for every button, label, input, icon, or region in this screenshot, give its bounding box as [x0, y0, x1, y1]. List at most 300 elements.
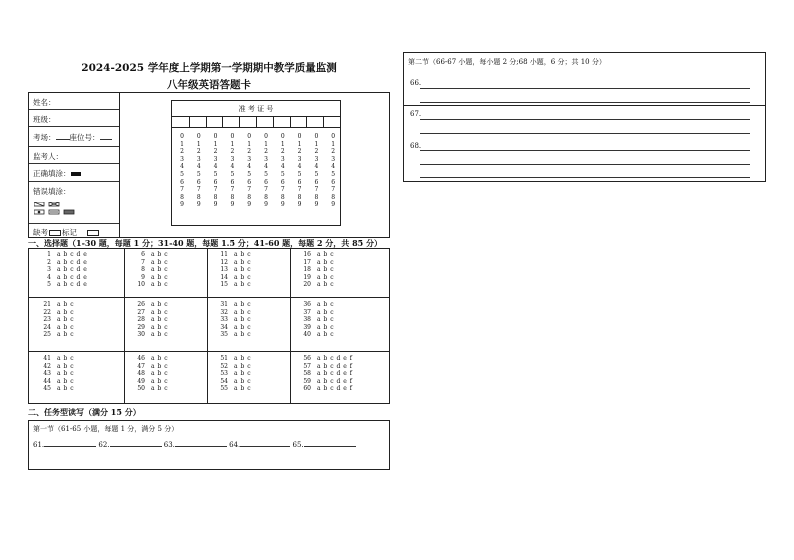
id-digit-bubble[interactable]: 7 — [230, 186, 235, 194]
id-digit-bubble[interactable]: 5 — [331, 170, 336, 178]
question-number: 11 — [220, 251, 228, 258]
answer-options[interactable]: a b c — [57, 301, 75, 308]
invigilator-label: 监考人： — [33, 152, 63, 161]
id-digit-column[interactable] — [257, 133, 275, 209]
answer-options[interactable]: a b c — [151, 377, 169, 385]
id-digit-bubble[interactable]: 4 — [297, 163, 302, 171]
id-digit-bubble[interactable]: 0 — [264, 133, 268, 140]
id-digit-bubble[interactable]: 0 — [297, 133, 302, 140]
answer-options[interactable]: a b c — [234, 281, 252, 289]
question-row[interactable] — [129, 378, 168, 386]
question-row[interactable] — [212, 385, 251, 393]
q67-answer-line[interactable] — [420, 133, 750, 134]
id-digit-bubble[interactable]: 3 — [196, 155, 201, 163]
answer-options[interactable]: a b c — [57, 331, 75, 339]
id-digit-column[interactable] — [223, 133, 241, 209]
question-number: 23 — [43, 316, 51, 324]
q68-answer-line[interactable] — [420, 150, 750, 151]
id-digit-bubble[interactable]: 8 — [331, 193, 336, 201]
question-row[interactable] — [35, 281, 87, 289]
id-digit-bubble[interactable]: 7 — [297, 186, 302, 194]
question-row[interactable] — [129, 355, 168, 363]
id-digit-bubble[interactable]: 3 — [297, 155, 302, 163]
id-digit-bubble[interactable]: 3 — [230, 155, 235, 163]
id-digit-bubble[interactable]: 0 — [280, 133, 285, 140]
question-block — [212, 301, 251, 339]
q68-answer-line[interactable] — [420, 164, 750, 165]
answer-options[interactable]: a b c — [151, 362, 169, 370]
id-digit-bubble[interactable]: 2 — [264, 148, 268, 156]
id-digit-bubble[interactable]: 9 — [247, 201, 252, 209]
id-digit-bubble[interactable]: 1 — [331, 140, 336, 148]
question-number: 2 — [47, 258, 51, 266]
q61-blank[interactable] — [44, 446, 96, 447]
id-digit-bubble[interactable]: 8 — [314, 193, 319, 201]
question-row[interactable] — [129, 331, 168, 339]
answer-options[interactable]: a b c — [151, 308, 169, 316]
answer-options[interactable]: a b c — [151, 251, 169, 258]
q62-blank[interactable] — [110, 446, 162, 447]
question-row[interactable] — [212, 309, 251, 317]
question-number: 38 — [303, 316, 311, 324]
student-id-box — [171, 100, 341, 226]
answer-options[interactable]: a b c d e — [57, 251, 88, 258]
question-row[interactable] — [129, 316, 168, 324]
answer-options[interactable]: a b c — [317, 281, 335, 289]
answer-options[interactable]: a b c — [317, 331, 335, 339]
question-row[interactable] — [129, 281, 168, 289]
answer-options[interactable]: a b c — [234, 266, 252, 274]
id-write-cell-divider — [323, 116, 324, 127]
question-row[interactable] — [212, 266, 251, 274]
q66-answer-line[interactable] — [420, 102, 750, 103]
question-row[interactable] — [295, 301, 334, 309]
id-digit-bubble[interactable]: 0 — [213, 133, 218, 140]
id-digit-bubble[interactable]: 1 — [297, 140, 302, 148]
q65-label: 65. — [292, 441, 304, 449]
question-number: 56 — [303, 355, 311, 362]
id-digit-bubble[interactable]: 0 — [196, 133, 201, 140]
question-block — [295, 355, 352, 393]
id-digit-bubble[interactable]: 5 — [280, 170, 285, 178]
question-number: 57 — [303, 362, 311, 370]
question-row[interactable] — [295, 259, 334, 267]
id-digit-bubble[interactable]: 4 — [180, 163, 184, 171]
id-digit-column[interactable] — [240, 133, 258, 209]
question-row[interactable] — [35, 259, 87, 267]
id-digit-bubble[interactable]: 6 — [180, 178, 184, 186]
question-row[interactable] — [35, 301, 74, 309]
answer-options[interactable]: a b c — [234, 273, 252, 281]
question-row[interactable] — [295, 274, 334, 282]
answer-options[interactable]: a b c — [151, 385, 169, 393]
question-row[interactable] — [295, 355, 352, 363]
id-digit-bubble[interactable]: 1 — [314, 140, 319, 148]
id-digit-bubble[interactable]: 2 — [230, 148, 235, 156]
id-digit-bubble[interactable]: 7 — [280, 186, 285, 194]
id-digit-bubble[interactable]: 6 — [314, 178, 319, 186]
question-number: 19 — [303, 273, 311, 281]
question-row[interactable] — [35, 266, 87, 274]
answer-options[interactable]: a b c d e f — [317, 355, 353, 362]
id-digit-bubble[interactable]: 9 — [280, 201, 285, 209]
answer-options[interactable]: a b c — [57, 385, 75, 393]
question-row[interactable] — [129, 370, 168, 378]
id-digit-bubble[interactable]: 2 — [196, 148, 201, 156]
question-row[interactable] — [295, 309, 334, 317]
answer-options[interactable]: a b c — [151, 273, 169, 281]
question-number: 29 — [137, 323, 145, 331]
answer-options[interactable]: a b c — [317, 258, 335, 266]
id-digit-bubble[interactable]: 9 — [196, 201, 201, 209]
id-digit-bubble[interactable]: 6 — [331, 178, 336, 186]
q64-blank[interactable] — [240, 446, 290, 447]
answer-options[interactable]: a b c — [234, 258, 252, 266]
question-number: 17 — [303, 258, 311, 266]
question-number: 4 — [47, 273, 51, 281]
id-digit-bubble[interactable]: 9 — [230, 201, 235, 209]
seat-label: 座位号： — [69, 133, 100, 142]
id-digit-bubble[interactable]: 6 — [264, 178, 268, 186]
id-write-cell-divider — [239, 116, 240, 127]
id-digit-bubble[interactable]: 7 — [196, 186, 201, 194]
id-digit-bubble[interactable]: 1 — [280, 140, 285, 148]
question-row[interactable] — [129, 266, 168, 274]
id-digit-bubble[interactable]: 9 — [331, 201, 336, 209]
question-row[interactable] — [35, 378, 74, 386]
answer-options[interactable]: a b c d e — [57, 258, 88, 266]
answer-options[interactable]: a b c — [234, 355, 252, 362]
id-digit-column[interactable] — [207, 133, 225, 209]
question-row[interactable] — [295, 316, 334, 324]
question-row[interactable] — [295, 363, 352, 371]
id-digit-bubble[interactable]: 3 — [264, 155, 268, 163]
id-digit-column[interactable] — [274, 133, 292, 209]
answer-options[interactable]: a b c d e f — [317, 370, 353, 378]
answer-options[interactable]: a b c — [151, 281, 169, 289]
answer-options[interactable]: a b c — [151, 355, 169, 362]
id-digit-bubble[interactable]: 4 — [331, 163, 336, 171]
id-digit-bubble[interactable]: 3 — [247, 155, 252, 163]
answer-options[interactable]: a b c — [57, 323, 75, 331]
id-digit-bubble[interactable]: 4 — [280, 163, 285, 171]
id-digit-bubble[interactable]: 4 — [196, 163, 201, 171]
id-digit-bubble[interactable]: 6 — [280, 178, 285, 186]
id-digit-column[interactable] — [291, 133, 309, 209]
q63-blank[interactable] — [175, 446, 227, 447]
id-digit-bubble[interactable]: 6 — [196, 178, 201, 186]
question-row[interactable] — [129, 385, 168, 393]
question-row[interactable] — [35, 324, 74, 332]
id-digit-bubble[interactable]: 7 — [180, 186, 184, 194]
id-digit-bubble[interactable]: 1 — [230, 140, 235, 148]
id-digit-bubble[interactable]: 7 — [331, 186, 336, 194]
question-row[interactable] — [129, 324, 168, 332]
question-row[interactable] — [35, 385, 74, 393]
wrong-fill-examples-icon — [34, 201, 78, 220]
q67-answer-line[interactable] — [420, 119, 750, 120]
question-row[interactable] — [295, 331, 334, 339]
id-digit-bubble[interactable]: 4 — [247, 163, 252, 171]
q65-blank[interactable] — [304, 446, 356, 447]
id-digit-bubble[interactable]: 4 — [230, 163, 235, 171]
question-row[interactable] — [35, 331, 74, 339]
id-digit-bubble[interactable]: 0 — [180, 133, 184, 140]
question-row[interactable] — [212, 331, 251, 339]
question-row[interactable] — [295, 385, 352, 393]
question-row[interactable] — [129, 363, 168, 371]
id-digit-bubble[interactable]: 2 — [213, 148, 218, 156]
question-row[interactable] — [35, 370, 74, 378]
answer-options[interactable]: a b c d e f — [317, 385, 353, 393]
id-write-cell-divider — [189, 116, 190, 127]
question-row[interactable] — [212, 378, 251, 386]
exam-room-seat — [33, 132, 123, 143]
info-divider-line — [29, 223, 119, 224]
question-number: 51 — [220, 355, 228, 362]
id-digit-bubble[interactable]: 7 — [213, 186, 218, 194]
question-row[interactable] — [212, 316, 251, 324]
id-digit-bubble[interactable]: 4 — [213, 163, 218, 171]
question-row[interactable] — [212, 259, 251, 267]
answer-options[interactable]: a b c — [57, 355, 75, 362]
id-digit-bubble[interactable]: 1 — [247, 140, 252, 148]
question-row[interactable] — [129, 251, 168, 259]
answer-options[interactable]: a b c — [317, 273, 335, 281]
id-digit-bubble[interactable]: 9 — [297, 201, 302, 209]
answer-options[interactable]: a b c d e — [57, 273, 88, 281]
answer-options[interactable]: a b c — [57, 377, 75, 385]
answer-options[interactable]: a b c — [57, 316, 75, 324]
id-digit-bubble[interactable]: 1 — [180, 140, 184, 148]
question-number: 31 — [220, 301, 228, 308]
question-number: 54 — [220, 377, 228, 385]
id-digit-bubble[interactable]: 8 — [196, 193, 201, 201]
answer-options[interactable]: a b c — [234, 323, 252, 331]
question-block — [295, 251, 334, 289]
question-row[interactable] — [212, 370, 251, 378]
answer-options[interactable]: a b c — [234, 385, 252, 393]
question-row[interactable] — [129, 309, 168, 317]
question-row[interactable] — [129, 274, 168, 282]
page-title: 2024-2025 学年度上学期第一学期期中教学质量监测 — [81, 62, 337, 74]
id-digit-bubble[interactable]: 1 — [213, 140, 218, 148]
id-digit-bubble[interactable]: 9 — [314, 201, 319, 209]
question-row[interactable] — [212, 274, 251, 282]
id-digit-bubble[interactable]: 6 — [230, 178, 235, 186]
question-row[interactable] — [212, 301, 251, 309]
question-row[interactable] — [35, 274, 87, 282]
id-digit-bubble[interactable]: 5 — [180, 170, 184, 178]
question-row[interactable] — [212, 355, 251, 363]
answer-options[interactable]: a b c — [317, 308, 335, 316]
id-digit-bubble[interactable]: 2 — [331, 148, 336, 156]
question-row[interactable] — [295, 251, 334, 259]
answer-options[interactable]: a b c — [234, 331, 252, 339]
answer-options[interactable]: a b c — [317, 323, 335, 331]
id-digit-bubble[interactable]: 2 — [297, 148, 302, 156]
exam-room-blank[interactable] — [56, 139, 70, 140]
question-row[interactable] — [295, 324, 334, 332]
id-digit-bubble[interactable]: 3 — [280, 155, 285, 163]
id-digit-bubble[interactable]: 8 — [297, 193, 302, 201]
page-subtitle: 八年级英语答题卡 — [167, 79, 251, 91]
question-number: 12 — [220, 258, 228, 266]
q68-answer-line[interactable] — [420, 177, 750, 178]
answer-options[interactable]: a b c — [151, 266, 169, 274]
mark-label: 标记 — [62, 228, 77, 237]
id-digit-bubble[interactable]: 2 — [180, 148, 184, 156]
answer-options[interactable]: a b c d e — [57, 281, 88, 289]
id-digit-bubble[interactable]: 0 — [247, 133, 252, 140]
answer-options[interactable]: a b c — [234, 316, 252, 324]
question-number: 16 — [303, 251, 311, 258]
id-digit-column[interactable] — [324, 133, 342, 209]
answer-options[interactable]: a b c — [151, 323, 169, 331]
answer-options[interactable]: a b c d e f — [317, 362, 353, 370]
question-number: 15 — [220, 281, 228, 289]
id-digit-bubble[interactable]: 7 — [314, 186, 319, 194]
question-row[interactable] — [35, 355, 74, 363]
question-row[interactable] — [129, 301, 168, 309]
question-number: 53 — [220, 370, 228, 378]
id-digit-bubble[interactable]: 8 — [180, 193, 184, 201]
absent-row — [33, 227, 123, 238]
question-row[interactable] — [212, 363, 251, 371]
answer-options[interactable]: a b c — [234, 301, 252, 308]
id-digit-column[interactable] — [190, 133, 208, 209]
q66-label: 66. — [410, 79, 422, 87]
id-digit-bubble[interactable]: 8 — [280, 193, 285, 201]
answer-options[interactable]: a b c — [234, 377, 252, 385]
id-digit-bubble[interactable]: 8 — [247, 193, 252, 201]
id-digit-bubble[interactable]: 6 — [247, 178, 252, 186]
info-divider-line — [29, 181, 119, 182]
question-number: 26 — [137, 301, 145, 308]
id-digit-bubble[interactable]: 2 — [247, 148, 252, 156]
id-digit-bubble[interactable]: 0 — [230, 133, 235, 140]
question-number: 28 — [137, 316, 145, 324]
id-bubble-grid[interactable] — [173, 133, 341, 223]
question-row[interactable] — [295, 370, 352, 378]
answer-options[interactable]: a b c — [317, 301, 335, 308]
question-row[interactable] — [35, 251, 87, 259]
question-number: 46 — [137, 355, 145, 362]
id-digit-bubble[interactable]: 1 — [196, 140, 201, 148]
answer-options[interactable]: a b c — [57, 370, 75, 378]
info-box — [28, 92, 390, 238]
id-digit-bubble[interactable]: 7 — [247, 186, 252, 194]
id-digit-column[interactable] — [173, 133, 191, 209]
answer-options[interactable]: a b c — [234, 308, 252, 316]
id-digit-bubble[interactable]: 8 — [213, 193, 218, 201]
answer-options[interactable]: a b c — [57, 308, 75, 316]
id-digit-bubble[interactable]: 9 — [180, 201, 184, 209]
id-digit-bubble[interactable]: 0 — [331, 133, 336, 140]
id-digit-bubble[interactable]: 0 — [314, 133, 319, 140]
id-digit-bubble[interactable]: 5 — [247, 170, 252, 178]
id-digit-bubble[interactable]: 5 — [297, 170, 302, 178]
id-digit-bubble[interactable]: 6 — [297, 178, 302, 186]
question-row[interactable] — [212, 324, 251, 332]
answer-options[interactable]: a b c — [317, 251, 335, 258]
exam-room-label: 考场： — [33, 133, 56, 142]
id-write-cell-divider — [273, 116, 274, 127]
id-digit-bubble[interactable]: 4 — [264, 163, 268, 171]
question-number: 3 — [47, 266, 51, 274]
id-digit-bubble[interactable]: 5 — [314, 170, 319, 178]
answer-options[interactable]: a b c — [151, 370, 169, 378]
id-digit-bubble[interactable]: 3 — [331, 155, 336, 163]
question-row[interactable] — [35, 363, 74, 371]
absent-checkbox[interactable] — [49, 230, 61, 236]
answer-options[interactable]: a b c d e — [57, 266, 88, 274]
correct-fill-label: 正确填涂： — [33, 169, 71, 178]
id-digit-bubble[interactable]: 8 — [230, 193, 235, 201]
answer-options[interactable]: a b c — [234, 370, 252, 378]
question-number: 14 — [220, 273, 228, 281]
answer-options[interactable]: a b c — [151, 301, 169, 308]
id-digit-column[interactable] — [307, 133, 325, 209]
question-number: 39 — [303, 323, 311, 331]
answer-options[interactable]: a b c — [151, 258, 169, 266]
filled-mark-icon — [71, 172, 81, 176]
id-digit-bubble[interactable]: 5 — [264, 170, 268, 178]
answer-options[interactable]: a b c — [151, 316, 169, 324]
id-digit-bubble[interactable]: 5 — [213, 170, 218, 178]
answer-options[interactable]: a b c — [57, 362, 75, 370]
id-digit-bubble[interactable]: 2 — [314, 148, 319, 156]
question-row[interactable] — [35, 309, 74, 317]
question-row[interactable] — [295, 378, 352, 386]
question-number: 60 — [303, 385, 311, 393]
answer-options[interactable]: a b c — [151, 331, 169, 339]
task-part2-box — [403, 52, 766, 182]
question-number: 44 — [43, 377, 51, 385]
id-digit-bubble[interactable]: 4 — [314, 163, 319, 171]
id-digit-bubble[interactable]: 5 — [230, 170, 235, 178]
id-digit-bubble[interactable]: 8 — [264, 193, 268, 201]
info-divider-line — [29, 146, 119, 147]
id-digit-bubble[interactable]: 9 — [213, 201, 218, 209]
q67-label: 67. — [410, 110, 422, 118]
question-row[interactable] — [295, 266, 334, 274]
question-row[interactable] — [295, 281, 334, 289]
seat-blank[interactable] — [100, 139, 112, 140]
question-row[interactable] — [35, 316, 74, 324]
question-row[interactable] — [212, 281, 251, 289]
id-digit-bubble[interactable]: 7 — [264, 186, 268, 194]
answer-options[interactable]: a b c d e f — [317, 377, 353, 385]
id-digit-bubble[interactable]: 6 — [213, 178, 218, 186]
id-write-cell-divider — [306, 116, 307, 127]
q66-answer-line[interactable] — [420, 88, 750, 89]
answer-options[interactable]: a b c — [317, 266, 335, 274]
id-digit-bubble[interactable]: 9 — [264, 201, 268, 209]
id-digit-bubble[interactable]: 5 — [196, 170, 201, 178]
question-row[interactable] — [129, 259, 168, 267]
id-digit-bubble[interactable]: 3 — [314, 155, 319, 163]
answer-options[interactable]: a b c — [317, 316, 335, 324]
id-digit-bubble[interactable]: 1 — [264, 140, 268, 148]
id-digit-bubble[interactable]: 3 — [213, 155, 218, 163]
q68-label: 68. — [410, 142, 422, 150]
id-digit-bubble[interactable]: 2 — [280, 148, 285, 156]
answer-options[interactable]: a b c — [234, 251, 252, 258]
answer-options[interactable]: a b c — [234, 362, 252, 370]
question-row[interactable] — [212, 251, 251, 259]
id-digit-bubble[interactable]: 3 — [180, 155, 184, 163]
